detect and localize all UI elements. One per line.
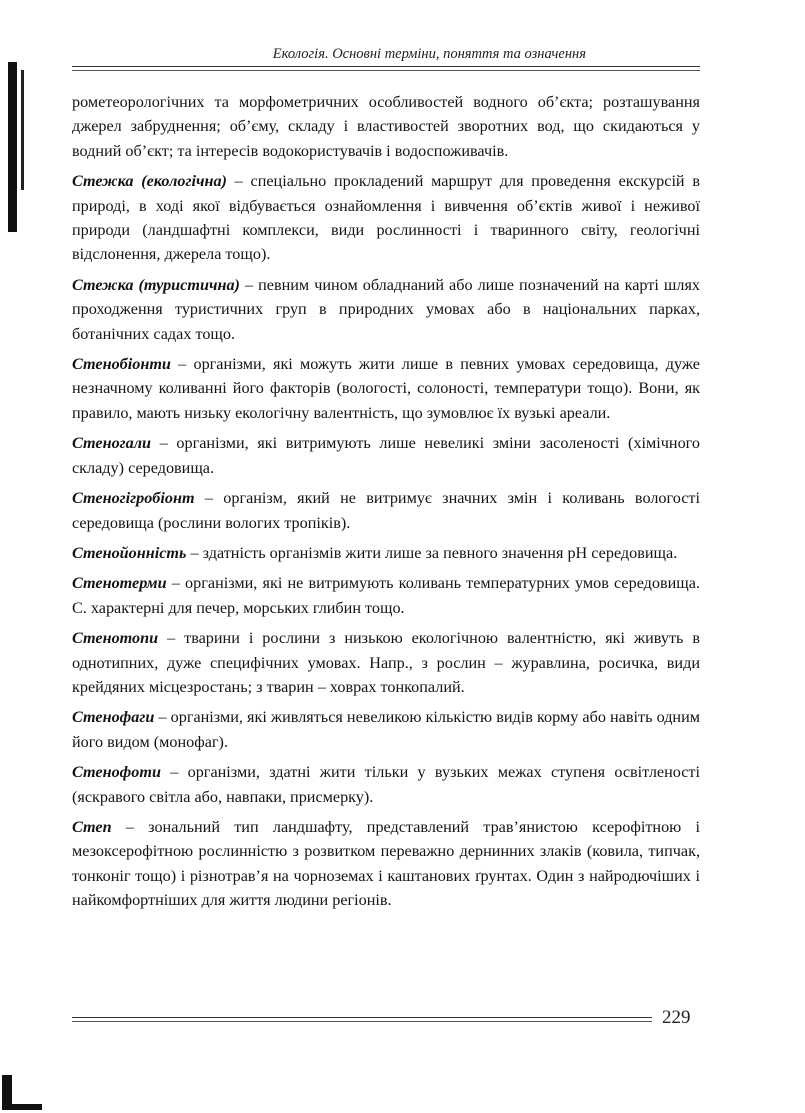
page-body: [72, 90, 700, 919]
header-rule: [72, 66, 700, 71]
entry-definition: – тварини і рослини з низькою екологічною валентністю, які живуть в однотипних, дуже специфічних умовах. Напр., з рослин – журавлина, росичка, види крейдяних місцезростань; з тварин – ховрах тонкопалий.: [72, 629, 700, 696]
entry-step: [72, 815, 700, 913]
entry-stezhka-ekolohichna: [72, 169, 700, 267]
entry-stezhka-turystychna: [72, 273, 700, 346]
entry-definition: – організми, здатні жити тільки у вузьких межах ступеня освітленості (яскравого світла або, навпаки, присмерку).: [72, 763, 700, 806]
binding-edge-mark: [8, 62, 17, 232]
entry-definition: – організм, який не витримує значних змін і коливань вологості середовища (рослини вологих тропіків).: [72, 489, 700, 532]
entry-stenohihrobiont: [72, 486, 700, 535]
page-number: 229: [662, 1007, 691, 1028]
entry-term: Стеногали: [72, 434, 152, 453]
entry-definition: – певним чином обладнаний або лише позначений на карті шлях проходження туристичних груп в природних умовах або в національних парках, ботанічних садах тощо.: [72, 275, 701, 343]
binding-edge-mark-thin: [21, 70, 24, 190]
entry-term: Стенофаги: [72, 708, 155, 727]
entry-stenoionnist: [72, 541, 700, 565]
entry-term: Стеногігробіонт: [72, 489, 195, 508]
entry-term: Стенобіонти: [72, 355, 171, 374]
entry-term: Стежка (екологічна): [72, 172, 227, 191]
entry-definition: – організми, які витримують лише невеликі зміни засоленості (хімічного складу) середовища.: [72, 434, 700, 477]
entry-definition: – організми, які не витримують коливань температурних умов середовища. С. характерні для печер, морських глибин тощо.: [72, 574, 700, 617]
header-title: Екологія. Основні терміни, поняття та означення: [272, 46, 586, 62]
entry-stenohaly: [72, 431, 700, 480]
running-header: [72, 46, 698, 63]
footer-rule: [72, 1017, 652, 1022]
entry-definition: – здатність організмів жити лише за певного значення рН середовища.: [186, 543, 678, 562]
entry-term: Стенотопи: [72, 629, 159, 648]
scan-corner-mark-base: [2, 1104, 42, 1110]
entry-stenotermy: [72, 571, 700, 620]
entry-term: Стенотерми: [72, 574, 167, 593]
entry-definition: – спеціально прокладений маршрут для проведення екскурсій в природі, в ході якої відбувається ознайомлення і вивчення об’єктів живої і неживої природи (ландшафтні комплекси, види рослинності і тваринного світу, геологічні відслонення, джерела тощо).: [72, 172, 700, 264]
paragraph-continuation: рометеорологічних та морфометричних особливостей водного об’єкта; розташування джерел забруднення; об’єму, складу і властивостей зворотних вод, що скидаються у водний об’єкт; та інтересів водокористувачів і водоспоживачів.: [72, 93, 700, 160]
entry-definition: – організми, які живляться невеликою кількістю видів корму або навіть одним його видом (монофаг).: [72, 708, 700, 751]
entry-stenobionty: [72, 352, 700, 425]
entry-stenofahy: [72, 705, 700, 754]
entry-stenotopy: [72, 626, 700, 699]
entry-term: Степ: [72, 817, 112, 836]
entry-definition: – зональний тип ландшафту, представлений трав’янистою ксерофітною і мезоксерофітною рослинністю з розвитком переважно дернинних злаків (ковила, типчак, тонконіг тощо) і різнотрав’я на чорноземах і каштанових ґрунтах. Один з найродючіших і найкомфортніших для життя людини регіонів.: [72, 817, 700, 910]
entry-definition: – організми, які можуть жити лише в певних умовах середовища, дуже незначному коливанні його факторів (вологості, солоності, температури тощо). Вони, як правило, мають низьку екологічну валентність, що зумовлює їх вузькі ареали.: [72, 355, 700, 422]
entry-term: Стенофоти: [72, 763, 161, 782]
entry-term: Стежка (туристична): [72, 275, 240, 294]
entry-term: Стенойонність: [72, 543, 187, 562]
entry-stenofoty: [72, 760, 700, 809]
